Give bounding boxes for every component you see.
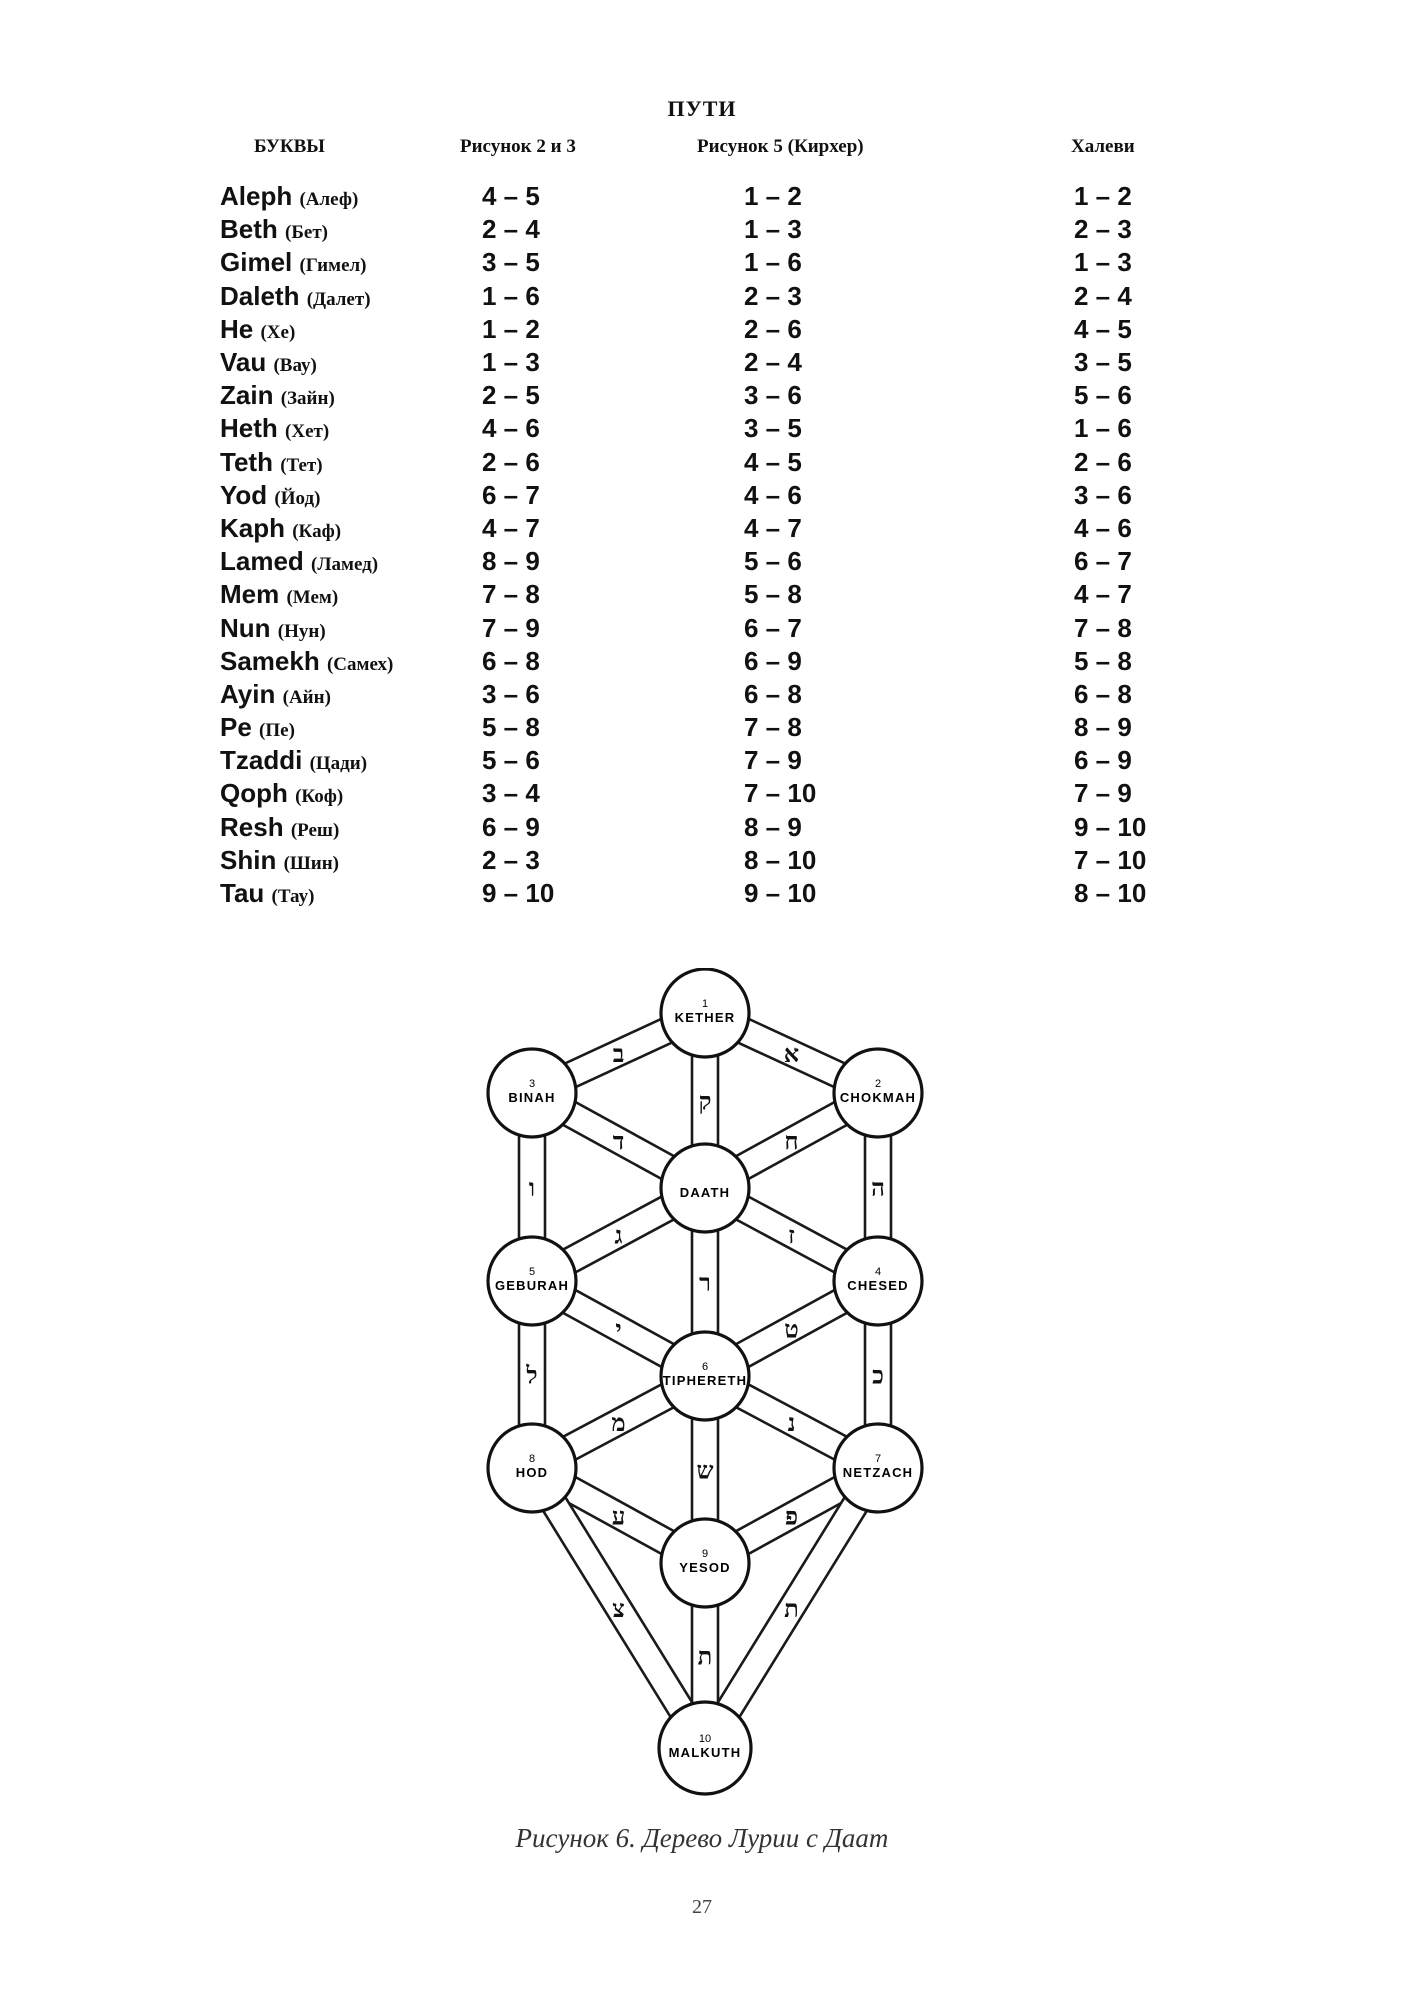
sephirah-number: 9: [701, 1548, 709, 1560]
letter-latin: Gimel: [220, 247, 293, 278]
kircher-cell: 4 – 7: [744, 512, 802, 543]
letter-cell: [220, 678, 482, 711]
letter-cell: [220, 777, 482, 810]
table-row: [220, 246, 1194, 279]
letter-cell: [220, 611, 482, 644]
kircher-cell: 4 – 5: [744, 446, 802, 477]
paths-table: [220, 180, 1194, 910]
letter-cell: [220, 844, 482, 877]
sephirah-name: YESOD: [679, 1560, 731, 1575]
halevi-cell: 1 – 3: [1074, 247, 1132, 278]
sephirah-node: [661, 1144, 749, 1232]
kircher-cell: 8 – 10: [744, 844, 817, 875]
table-row: [220, 645, 1194, 678]
kircher-cell: 3 – 5: [744, 413, 802, 444]
sephirah-name: TIPHERETH: [662, 1373, 748, 1388]
sephirah-name: CHOKMAH: [839, 1090, 917, 1105]
letter-russian: (Хет): [285, 421, 330, 443]
table-row: [220, 744, 1194, 777]
fig23-cell: 2 – 3: [482, 844, 540, 875]
letter-latin: Yod: [220, 479, 268, 510]
hebrew-path-letter: ה: [871, 1173, 885, 1202]
fig23-cell: 5 – 8: [482, 712, 540, 743]
letter-latin: Heth: [220, 413, 278, 444]
letter-russian: (Далет): [306, 288, 371, 310]
letter-russian: (Зайн): [280, 388, 335, 410]
table-row: [220, 379, 1194, 412]
letter-latin: Beth: [220, 214, 278, 245]
letter-latin: Shin: [220, 844, 277, 875]
hebrew-path-letter: ו: [528, 1173, 536, 1202]
letter-latin: Nun: [220, 612, 271, 643]
fig23-cell: 3 – 6: [482, 678, 540, 709]
letter-latin: Daleth: [220, 280, 300, 311]
letter-cell: [220, 711, 482, 744]
column-header-halevi: Халеви: [1071, 136, 1135, 157]
fig23-cell: 5 – 6: [482, 745, 540, 776]
letter-latin: Mem: [220, 579, 280, 610]
letter-russian: (Тет): [280, 454, 323, 476]
sephirah-number: 4: [874, 1266, 882, 1278]
letter-russian: (Йод): [274, 487, 321, 509]
halevi-cell: 3 – 6: [1074, 479, 1132, 510]
letter-russian: (Тау): [271, 886, 315, 908]
fig23-cell: 6 – 9: [482, 811, 540, 842]
kircher-cell: 7 – 10: [744, 778, 817, 809]
letter-latin: Pe: [220, 712, 252, 743]
sephirah-name: BINAH: [508, 1090, 556, 1105]
sephirah-node: [834, 1237, 922, 1325]
letter-russian: (Вау): [273, 355, 317, 377]
halevi-cell: 6 – 9: [1074, 745, 1132, 776]
hebrew-path-letter: ג: [614, 1220, 623, 1250]
figure-caption: Рисунок 6. Дерево Лурии с Даат: [515, 1823, 889, 1853]
kircher-cell: 7 – 8: [744, 712, 802, 743]
letter-cell: [220, 479, 482, 512]
halevi-cell: 5 – 8: [1074, 645, 1132, 676]
hebrew-path-letter: נ: [787, 1408, 796, 1437]
sephirah-number: 8: [528, 1453, 536, 1465]
table-row: [220, 479, 1194, 512]
halevi-cell: 2 – 6: [1074, 446, 1132, 477]
kircher-cell: 8 – 9: [744, 811, 802, 842]
kircher-cell: 6 – 7: [744, 612, 802, 643]
halevi-cell: 2 – 4: [1074, 280, 1132, 311]
letter-cell: [220, 512, 482, 545]
letter-cell: [220, 412, 482, 445]
table-row: [220, 678, 1194, 711]
letter-russian: (Бет): [285, 222, 328, 244]
sephirah-name: DAATH: [679, 1185, 731, 1200]
table-row: [220, 844, 1194, 877]
halevi-cell: 5 – 6: [1074, 380, 1132, 411]
halevi-cell: 8 – 10: [1074, 878, 1147, 909]
halevi-cell: 4 – 6: [1074, 512, 1132, 543]
sephirah-name: NETZACH: [842, 1465, 914, 1480]
halevi-cell: 2 – 3: [1074, 214, 1132, 245]
letter-cell: [220, 346, 482, 379]
kircher-cell: 1 – 2: [744, 181, 802, 212]
halevi-cell: 7 – 9: [1074, 778, 1132, 809]
letter-russian: (Хе): [260, 321, 296, 343]
hebrew-path-letter: ק: [698, 1086, 712, 1116]
letter-russian: (Мем): [286, 587, 339, 609]
tree-of-life-diagram: [470, 968, 940, 1808]
letter-russian: (Ламед): [311, 554, 379, 576]
fig23-cell: 1 – 2: [482, 313, 540, 344]
sephirah-number: 6: [701, 1361, 709, 1373]
hebrew-path-letter: צ: [612, 1594, 625, 1623]
kircher-cell: 1 – 3: [744, 214, 802, 245]
kircher-cell: 2 – 6: [744, 313, 802, 344]
kircher-cell: 2 – 3: [744, 280, 802, 311]
sephirah-number: 5: [528, 1266, 536, 1278]
table-row: [220, 811, 1194, 844]
kircher-cell: 9 – 10: [744, 878, 817, 909]
letter-latin: Aleph: [220, 181, 293, 212]
sephirah-node: [661, 1519, 749, 1607]
halevi-cell: 6 – 7: [1074, 546, 1132, 577]
kircher-cell: 1 – 6: [744, 247, 802, 278]
hebrew-path-letter: א: [783, 1039, 800, 1068]
table-row: [220, 711, 1194, 744]
table-title: ПУТИ: [667, 96, 737, 121]
hebrew-path-letter: מ: [611, 1408, 626, 1437]
sephirah-node: [659, 1702, 751, 1794]
table-row: [220, 512, 1194, 545]
fig23-cell: 6 – 8: [482, 645, 540, 676]
letter-russian: (Реш): [290, 819, 340, 841]
fig23-cell: 6 – 7: [482, 479, 540, 510]
halevi-cell: 7 – 8: [1074, 612, 1132, 643]
hebrew-path-letter: ח: [784, 1126, 799, 1156]
halevi-cell: 7 – 10: [1074, 844, 1147, 875]
table-row: [220, 280, 1194, 313]
kircher-cell: 3 – 6: [744, 380, 802, 411]
hebrew-path-letter: י: [615, 1314, 622, 1344]
fig23-cell: 1 – 6: [482, 280, 540, 311]
kircher-cell: 6 – 9: [744, 645, 802, 676]
halevi-cell: 9 – 10: [1074, 811, 1147, 842]
sephirah-number: 2: [874, 1078, 882, 1090]
table-row: [220, 545, 1194, 578]
fig23-cell: 3 – 5: [482, 247, 540, 278]
sephirah-name: GEBURAH: [494, 1278, 570, 1293]
sephirah-node: [488, 1049, 576, 1137]
letter-russian: (Пе): [259, 720, 295, 742]
kircher-cell: 6 – 8: [744, 678, 802, 709]
fig23-cell: 2 – 4: [482, 214, 540, 245]
halevi-cell: 4 – 7: [1074, 579, 1132, 610]
table-row: [220, 213, 1194, 246]
halevi-cell: 6 – 8: [1074, 678, 1132, 709]
kircher-cell: 5 – 6: [744, 546, 802, 577]
letter-latin: Ayin: [220, 678, 276, 709]
sephirah-name: HOD: [515, 1465, 549, 1480]
table-row: [220, 877, 1194, 910]
letter-cell: [220, 246, 482, 279]
hebrew-path-letter: פ: [784, 1501, 799, 1531]
letter-cell: [220, 645, 482, 678]
letter-cell: [220, 877, 482, 910]
table-row: [220, 313, 1194, 346]
letter-cell: [220, 744, 482, 777]
letter-russian: (Нун): [277, 620, 326, 642]
fig23-cell: 7 – 8: [482, 579, 540, 610]
hebrew-path-letter: ת: [697, 1641, 713, 1671]
letter-russian: (Цади): [309, 753, 368, 775]
hebrew-path-letter: כ: [872, 1360, 884, 1390]
letter-latin: Kaph: [220, 512, 285, 543]
letter-russian: (Коф): [295, 786, 344, 808]
letter-latin: Qoph: [220, 778, 288, 809]
hebrew-path-letter: ר: [699, 1268, 711, 1297]
halevi-cell: 3 – 5: [1074, 347, 1132, 378]
table-row: [220, 578, 1194, 611]
letter-russian: (Айн): [282, 686, 331, 708]
sephirah-number: 3: [528, 1078, 536, 1090]
halevi-cell: 1 – 6: [1074, 413, 1132, 444]
table-row: [220, 180, 1194, 213]
letter-latin: Lamed: [220, 546, 304, 577]
letter-latin: Tzaddi: [220, 745, 303, 776]
letter-cell: [220, 280, 482, 313]
fig23-cell: 4 – 6: [482, 413, 540, 444]
sephirah-number: 7: [874, 1453, 882, 1465]
column-header-letters: БУКВЫ: [254, 136, 325, 157]
letter-cell: [220, 811, 482, 844]
hebrew-path-letter: ד: [612, 1126, 625, 1156]
hebrew-path-letter: ז: [788, 1220, 795, 1250]
kircher-cell: 2 – 4: [744, 347, 802, 378]
sephirah-node: [834, 1424, 922, 1512]
fig23-cell: 7 – 9: [482, 612, 540, 643]
hebrew-path-letter: ע: [611, 1501, 626, 1531]
sephirah-name: KETHER: [674, 1010, 736, 1025]
table-row: [220, 611, 1194, 644]
letter-russian: (Шин): [283, 852, 339, 874]
fig23-cell: 1 – 3: [482, 347, 540, 378]
letter-latin: Resh: [220, 811, 284, 842]
kircher-cell: 5 – 8: [744, 579, 802, 610]
letter-cell: [220, 313, 482, 346]
letter-cell: [220, 213, 482, 246]
sephirah-name: MALKUTH: [668, 1745, 742, 1760]
kircher-cell: 4 – 6: [744, 479, 802, 510]
letter-cell: [220, 180, 482, 213]
table-row: [220, 412, 1194, 445]
column-header-fig23: Рисунок 2 и 3: [460, 136, 576, 157]
sephirah-number: 10: [698, 1733, 712, 1745]
letter-latin: Samekh: [220, 645, 320, 676]
letter-russian: (Каф): [292, 520, 342, 542]
letter-russian: (Самех): [326, 653, 394, 675]
hebrew-path-letter: ש: [696, 1455, 714, 1485]
letter-latin: Teth: [220, 446, 273, 477]
fig23-cell: 4 – 5: [482, 181, 540, 212]
halevi-cell: 4 – 5: [1074, 313, 1132, 344]
page-number: 27: [692, 1896, 712, 1918]
halevi-cell: 1 – 2: [1074, 181, 1132, 212]
halevi-cell: 8 – 9: [1074, 712, 1132, 743]
sephirah-node: [834, 1049, 922, 1137]
letter-cell: [220, 446, 482, 479]
letter-russian: (Алеф): [299, 189, 359, 211]
letter-russian: (Гимел): [299, 255, 367, 277]
kircher-cell: 7 – 9: [744, 745, 802, 776]
table-row: [220, 777, 1194, 810]
hebrew-path-letter: ט: [784, 1314, 799, 1344]
fig23-cell: 2 – 6: [482, 446, 540, 477]
hebrew-path-letter: ת: [784, 1594, 799, 1623]
letter-latin: Tau: [220, 878, 265, 909]
fig23-cell: 2 – 5: [482, 380, 540, 411]
fig23-cell: 9 – 10: [482, 878, 555, 909]
fig23-cell: 3 – 4: [482, 778, 540, 809]
sephirah-node: [661, 969, 749, 1057]
sephirah-node: [488, 1237, 576, 1325]
sephirah-number: 1: [701, 998, 709, 1010]
letter-cell: [220, 545, 482, 578]
fig23-cell: 4 – 7: [482, 512, 540, 543]
table-row: [220, 346, 1194, 379]
letter-latin: Zain: [220, 380, 274, 411]
fig23-cell: 8 – 9: [482, 546, 540, 577]
table-row: [220, 446, 1194, 479]
letter-latin: Vau: [220, 347, 267, 378]
sephirah-node: [661, 1332, 749, 1420]
column-header-kircher: Рисунок 5 (Кирхер): [697, 136, 864, 157]
letter-latin: He: [220, 313, 254, 344]
hebrew-path-letter: ב: [612, 1039, 625, 1068]
sephirah-node: [488, 1424, 576, 1512]
sephirah-name: CHESED: [847, 1278, 909, 1293]
hebrew-path-letter: ל: [526, 1360, 538, 1390]
letter-cell: [220, 578, 482, 611]
letter-cell: [220, 379, 482, 412]
